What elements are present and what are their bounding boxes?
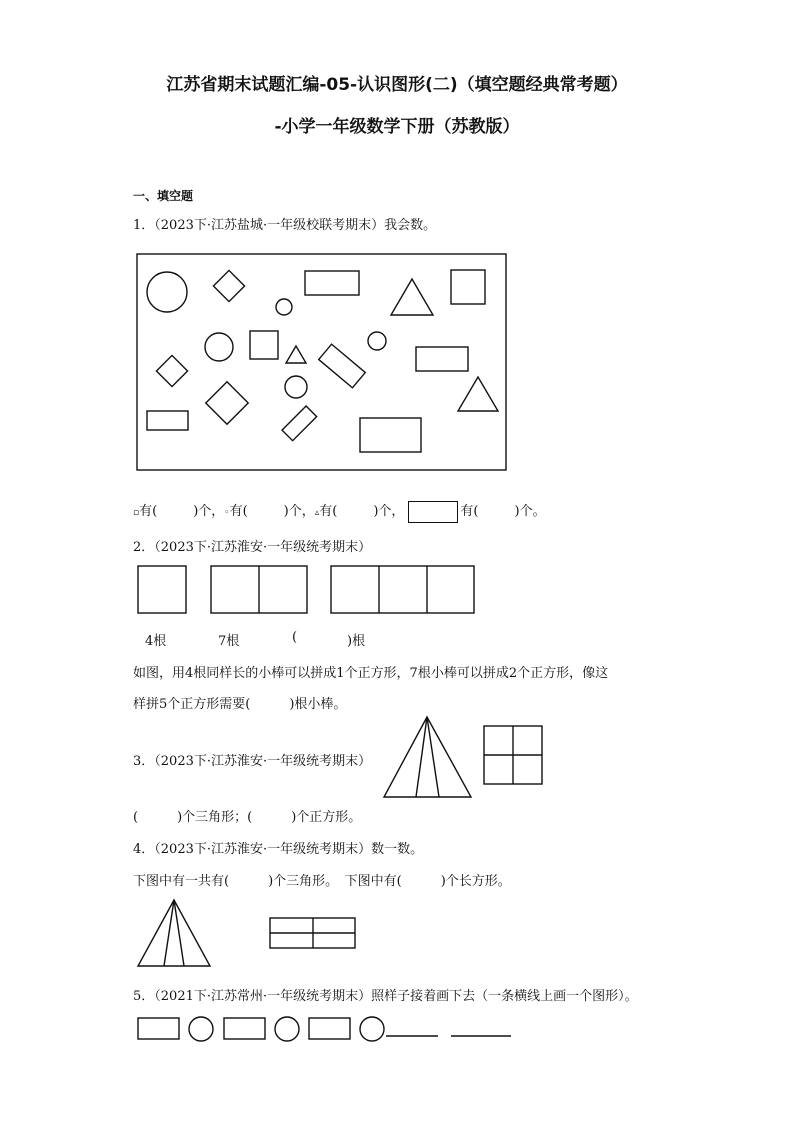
- question-3-answer: ( )个三角形；( )个正方形。: [133, 810, 362, 825]
- pattern-rectangle: [224, 1018, 265, 1039]
- question-5-stem: 5．（2021下·江苏常州·一年级统考期末）照样子接着画下去（一条横线上画一个图形）。: [133, 989, 638, 1004]
- question-2-text-line-2: 样拼5个正方形需要( )根小棒。: [133, 697, 347, 712]
- question-1-answer-line: ▫有( )个，◦有( )个，▵有( )个， 有( )个。: [133, 500, 546, 523]
- label-blank-open: (: [292, 630, 298, 645]
- question-3-stem: 3．（2023下·江苏淮安·一年级统考期末）: [133, 754, 372, 769]
- page-title: 江苏省期末试题汇编-05-认识图形(二)（填空题经典常考题）: [166, 75, 628, 95]
- small-square-icon: ▫: [133, 508, 140, 518]
- page-subtitle: -小学一年级数学下册（苏教版）: [274, 117, 520, 137]
- label-7-sticks: 7根: [218, 634, 240, 649]
- small-triangle-icon: ▵: [314, 508, 320, 518]
- small-circle-icon: ◦: [224, 508, 230, 518]
- question-2-stem: 2．（2023下·江苏淮安·一年级统考期末）: [133, 540, 372, 555]
- question-4-stem: 4．（2023下·江苏淮安·一年级统考期末）数一数。: [133, 842, 424, 857]
- label-blank-close: )根: [347, 634, 366, 649]
- question-2-text-line-1: 如图，用4根同样长的小棒可以拼成1个正方形，7根小棒可以拼成2个正方形，像这: [133, 666, 609, 681]
- question-4-text: 下图中有一共有( )个三角形。 下图中有( )个长方形。: [133, 874, 511, 889]
- pattern-rectangle: [138, 1018, 179, 1039]
- pattern-circle: [360, 1017, 384, 1041]
- pattern-circle: [275, 1017, 299, 1041]
- label-4-sticks: 4根: [145, 634, 167, 649]
- pattern-circle: [189, 1017, 213, 1041]
- pattern-rectangle: [309, 1018, 350, 1039]
- question-1-stem: 1．（2023下·江苏盐城·一年级校联考期末）我会数。: [133, 218, 437, 233]
- section-heading: 一、填空题: [133, 189, 194, 203]
